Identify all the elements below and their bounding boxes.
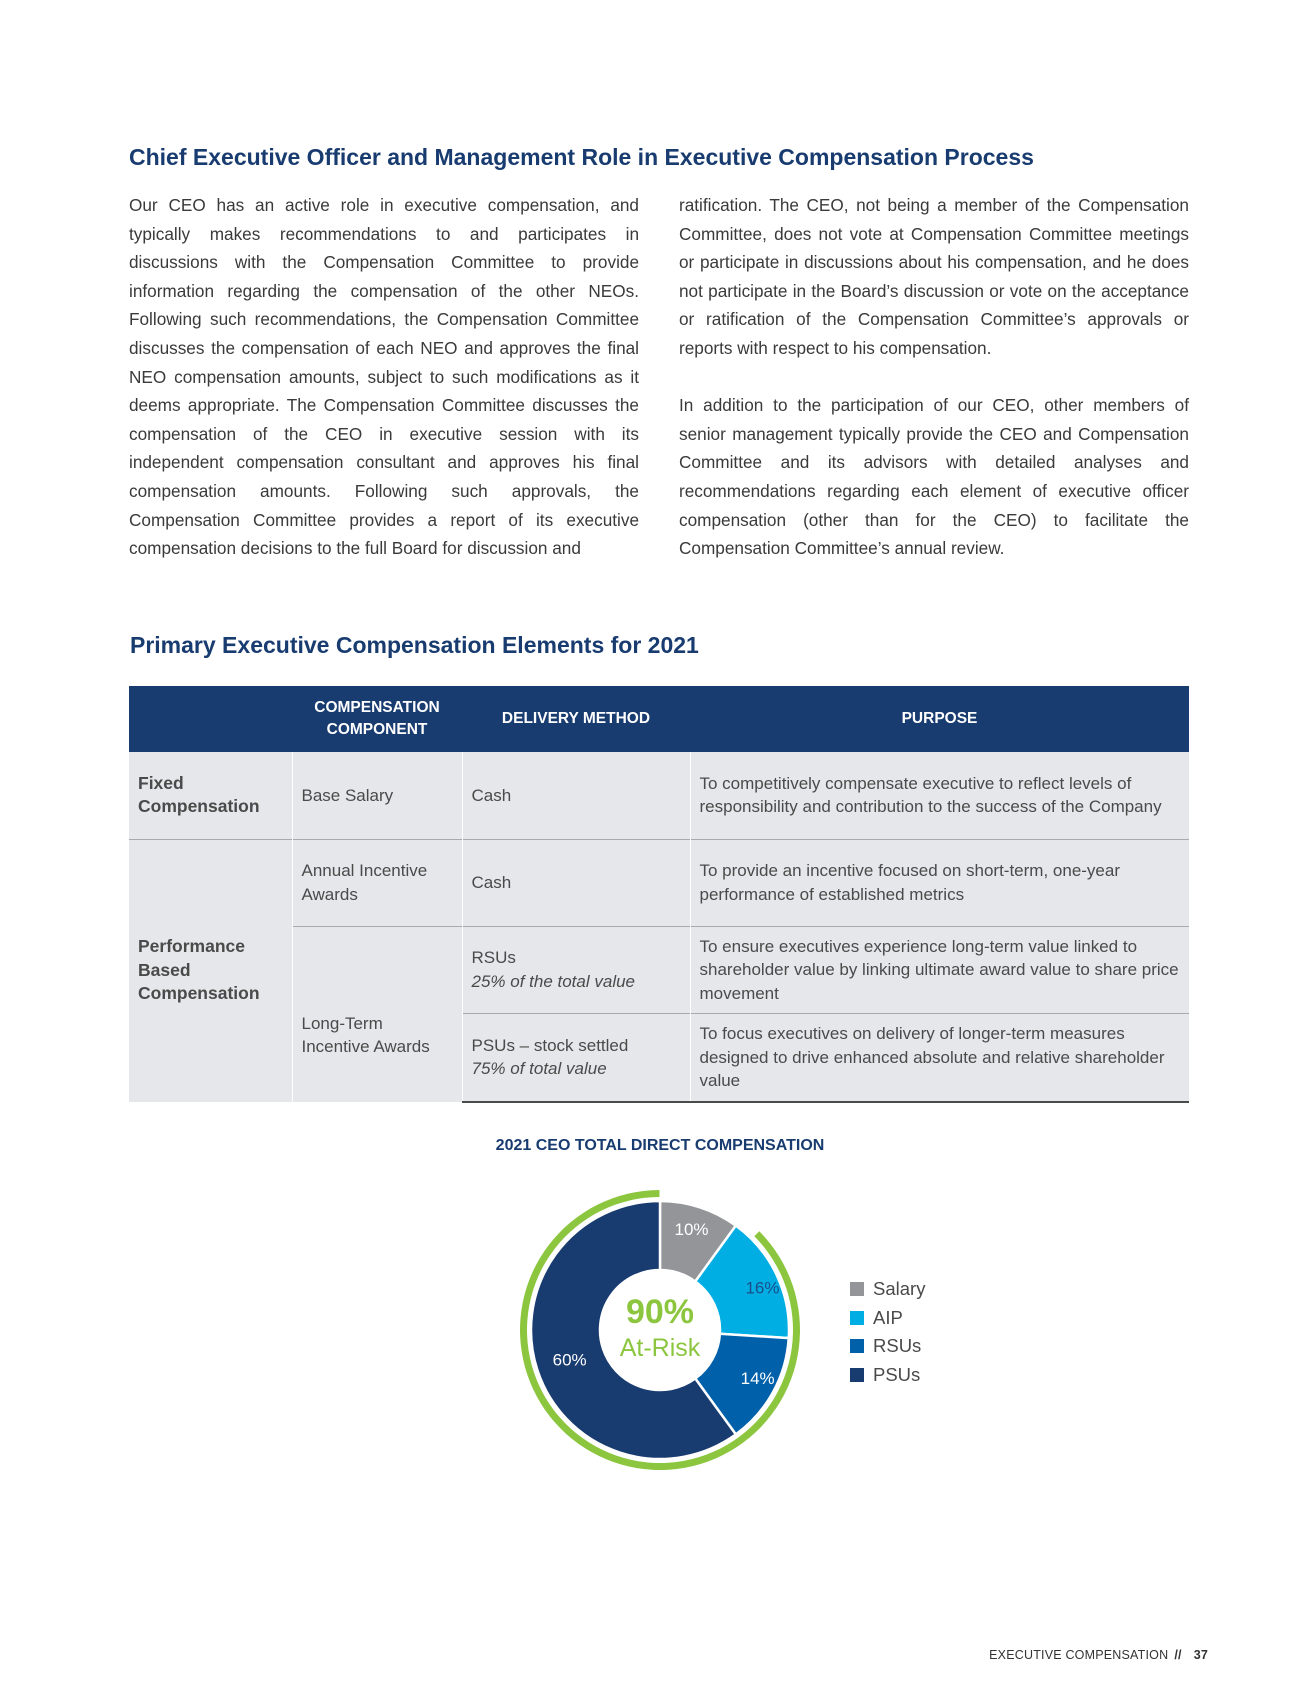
legend-swatch-aip: [850, 1311, 864, 1325]
cell-lti-component: Long-Term Incentive Awards: [292, 926, 462, 1102]
legend-label-rsus: RSUs: [873, 1335, 922, 1357]
header-purpose: PURPOSE: [690, 686, 1189, 752]
rsu-note: 25% of the total value: [471, 971, 636, 991]
header-delivery: DELIVERY METHOD: [462, 686, 690, 752]
cell-base-salary: Base Salary: [292, 752, 462, 839]
section-title: Chief Executive Officer and Management Role in Executive Compensation Process: [129, 144, 1034, 170]
psu-label: PSUs – stock settled: [471, 1035, 629, 1055]
rsu-label: RSUs: [471, 948, 516, 968]
header-component: COMPENSATION COMPONENT: [292, 686, 462, 752]
compensation-elements-table: [129, 686, 1189, 1103]
legend-item-aip: [850, 1304, 925, 1333]
legend-item-rsus: [850, 1332, 925, 1361]
cell-psu-delivery: [462, 1014, 690, 1102]
legend-label-aip: AIP: [873, 1306, 903, 1328]
page-footer: [989, 1648, 1208, 1662]
cell-aip-delivery: Cash: [462, 839, 690, 926]
slice-label-salary: 10%: [674, 1219, 709, 1239]
legend-swatch-psus: [850, 1368, 864, 1382]
cell-fixed-delivery: Cash: [462, 752, 690, 839]
cell-rsu-purpose: To ensure executives experience long-term value linked to shareholder value by linking ultimate award value to share price movement: [690, 926, 1189, 1014]
table-row-aip: [129, 839, 1189, 926]
table-title: Primary Executive Compensation Elements for 2021: [130, 632, 699, 658]
legend-label-psus: PSUs: [873, 1363, 921, 1385]
cell-aip-purpose: To provide an incentive focused on short-term, one-year performance of established metrics: [690, 839, 1189, 926]
legend-item-salary: [850, 1275, 925, 1304]
slice-label-rsus: 14%: [740, 1369, 775, 1389]
at-risk-value: 90%: [625, 1293, 695, 1331]
left-column: [129, 191, 639, 591]
left-paragraph-1: Our CEO has an active role in executive compensation, and typically makes recommendations to and participates in discussions with the Compensation Committee to provide information regarding the compensation of the other NEOs. Following such recommendations, the Compensation Committee discusses the compensation of each NEO and approves the final NEO compensation amounts, subject to such modifications as it deems appropriate. The Compensation Committee discusses the compensation of the CEO in executive session with its independent compensation consultant and approves his final compensation amounts. Following such approvals, the Compensation Committee provides a report of its executive compensation decisions to the full Board for discussion and: [129, 195, 639, 559]
right-paragraph-1: ratification. The CEO, not being a member of the Compensation Committee, does not vote at Compensation Committee meetings or participate in discussions about his compensation, and he does not participate in the Board’s discussion or vote on the acceptance or ratification of the Compensation Committee’s approvals or reports with respect to his compensation.: [679, 195, 1189, 358]
right-column: [679, 191, 1189, 591]
legend-item-psus: [850, 1361, 925, 1390]
header-blank: [129, 686, 292, 752]
footer-section: EXECUTIVE COMPENSATION: [989, 1648, 1169, 1662]
table-row-fixed: [129, 752, 1189, 839]
legend-label-salary: Salary: [873, 1278, 926, 1300]
body-text-columns: [129, 191, 1189, 591]
at-risk-label: At-Risk: [619, 1334, 701, 1362]
slice-label-aip: 16%: [745, 1278, 780, 1298]
legend-swatch-rsus: [850, 1339, 864, 1353]
right-paragraph-2: In addition to the participation of our CEO, other members of senior management typically provide the CEO and Compensation Committee and its advisors with detailed analyses and recommendations regarding each element of executive officer compensation (other than for the CEO) to facilitate the Compensation Committee’s annual review.: [679, 395, 1189, 559]
cell-rsu-delivery: [462, 926, 690, 1014]
chart-legend: [850, 1275, 925, 1389]
page-number: 37: [1193, 1648, 1208, 1662]
chart-title: 2021 CEO TOTAL DIRECT COMPENSATION: [495, 1137, 825, 1154]
footer-separator: //: [1174, 1648, 1182, 1662]
psu-note: 75% of total value: [471, 1059, 607, 1079]
legend-swatch-salary: [850, 1282, 864, 1296]
table-header-row: [129, 686, 1189, 752]
row-label-performance: Performance Based Compensation: [129, 839, 292, 1102]
ceo-compensation-donut-chart: [515, 1185, 805, 1475]
row-label-fixed: Fixed Compensation: [129, 752, 292, 839]
slice-label-psus: 60%: [552, 1350, 587, 1370]
cell-fixed-purpose: To competitively compensate executive to reflect levels of responsibility and contribution to the success of the Company: [690, 752, 1189, 839]
cell-psu-purpose: To focus executives on delivery of longer-term measures designed to drive enhanced absolute and relative shareholder value: [690, 1014, 1189, 1102]
cell-aip-component: Annual Incentive Awards: [292, 839, 462, 926]
